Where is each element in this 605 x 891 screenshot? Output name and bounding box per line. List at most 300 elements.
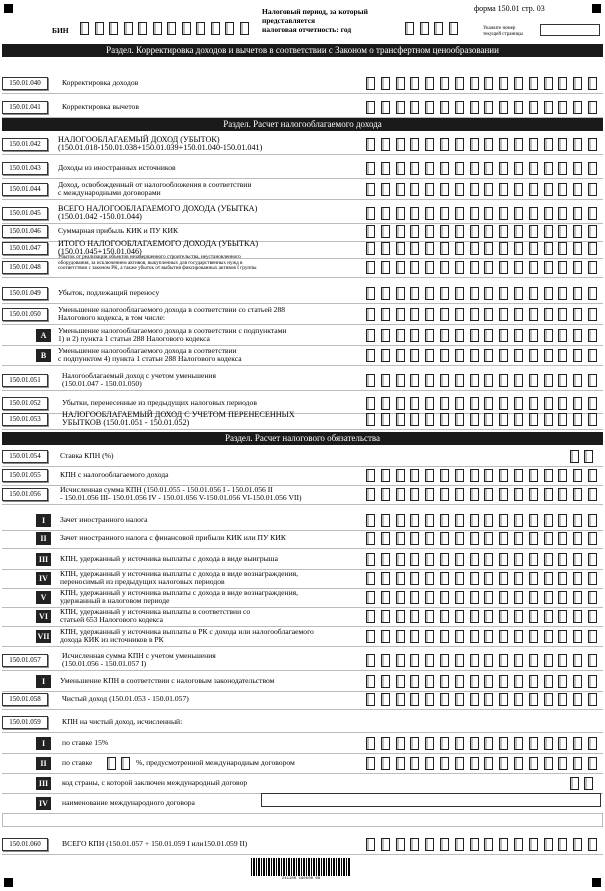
digit-cell[interactable]: [544, 514, 553, 527]
digit-cell[interactable]: [396, 261, 405, 274]
digit-cell[interactable]: [425, 329, 434, 342]
digit-cell[interactable]: [455, 532, 464, 545]
digit-cell[interactable]: [514, 207, 523, 220]
digit-cell[interactable]: [440, 225, 449, 238]
digit-cell[interactable]: [573, 757, 582, 770]
year-digit-cell[interactable]: [434, 22, 443, 35]
digit-cell[interactable]: [425, 374, 434, 387]
digit-cell[interactable]: [499, 287, 508, 300]
digit-cell[interactable]: [514, 469, 523, 482]
digit-cell[interactable]: [499, 242, 508, 255]
digit-cell[interactable]: [366, 553, 375, 566]
digit-cell[interactable]: [425, 138, 434, 151]
digit-cell[interactable]: [366, 138, 375, 151]
digit-cell[interactable]: [484, 413, 493, 426]
digit-cell[interactable]: [396, 630, 405, 643]
digit-cell[interactable]: [425, 591, 434, 604]
digit-cell[interactable]: [425, 693, 434, 706]
digit-cell[interactable]: [425, 413, 434, 426]
digit-cell[interactable]: [396, 374, 405, 387]
digit-cell[interactable]: [440, 183, 449, 196]
digit-cell[interactable]: [484, 162, 493, 175]
digit-cell[interactable]: [440, 329, 449, 342]
digit-cell[interactable]: [366, 654, 375, 667]
digit-cell[interactable]: [425, 308, 434, 321]
digit-cell[interactable]: [425, 757, 434, 770]
digit-cell[interactable]: [558, 308, 567, 321]
digit-cell[interactable]: [470, 757, 479, 770]
digit-cell[interactable]: [558, 225, 567, 238]
digit-cell[interactable]: [381, 838, 390, 851]
digit-cell[interactable]: [470, 261, 479, 274]
digit-cell[interactable]: [558, 675, 567, 688]
digit-cell[interactable]: [410, 610, 419, 623]
digit-cell[interactable]: [425, 349, 434, 362]
digit-cell[interactable]: [529, 138, 538, 151]
digit-cell[interactable]: [425, 532, 434, 545]
digit-cell[interactable]: [455, 757, 464, 770]
digit-cell[interactable]: [484, 693, 493, 706]
digit-cell[interactable]: [573, 413, 582, 426]
digit-cell[interactable]: [484, 514, 493, 527]
digit-cell[interactable]: [470, 242, 479, 255]
digit-cell[interactable]: [381, 553, 390, 566]
digit-cell[interactable]: [529, 610, 538, 623]
digit-cell[interactable]: [455, 572, 464, 585]
digit-cell[interactable]: [440, 308, 449, 321]
digit-cell[interactable]: [499, 514, 508, 527]
digit-cell[interactable]: [381, 162, 390, 175]
digit-cell[interactable]: [514, 374, 523, 387]
digit-cell[interactable]: [588, 287, 597, 300]
digit-cell[interactable]: [544, 162, 553, 175]
digit-cell[interactable]: [455, 514, 464, 527]
digit-cell[interactable]: [529, 532, 538, 545]
digit-cell[interactable]: [529, 572, 538, 585]
digit-cell[interactable]: [410, 488, 419, 501]
digit-cell[interactable]: [455, 693, 464, 706]
digit-cell[interactable]: [484, 207, 493, 220]
digit-cell[interactable]: [455, 654, 464, 667]
digit-cell[interactable]: [425, 514, 434, 527]
digit-cell[interactable]: [484, 757, 493, 770]
digit-cell[interactable]: [381, 737, 390, 750]
digit-cell[interactable]: [529, 488, 538, 501]
digit-cell[interactable]: [573, 77, 582, 90]
digit-cell[interactable]: [558, 572, 567, 585]
digit-cell[interactable]: [455, 675, 464, 688]
digit-cell[interactable]: [366, 532, 375, 545]
digit-cell[interactable]: [514, 162, 523, 175]
digit-cell[interactable]: [396, 225, 405, 238]
digit-cell[interactable]: [121, 757, 130, 770]
digit-cell[interactable]: [499, 488, 508, 501]
digit-cell[interactable]: [366, 308, 375, 321]
digit-cell[interactable]: [529, 469, 538, 482]
digit-cell[interactable]: [470, 514, 479, 527]
digit-cell[interactable]: [484, 591, 493, 604]
digit-cell[interactable]: [499, 374, 508, 387]
digit-cell[interactable]: [514, 225, 523, 238]
digit-cell[interactable]: [544, 693, 553, 706]
digit-cell[interactable]: [410, 287, 419, 300]
digit-cell[interactable]: [544, 469, 553, 482]
digit-cell[interactable]: [499, 630, 508, 643]
digit-cell[interactable]: [470, 225, 479, 238]
digit-cell[interactable]: [558, 183, 567, 196]
digit-cell[interactable]: [484, 349, 493, 362]
digit-cell[interactable]: [588, 469, 597, 482]
digit-cell[interactable]: [544, 329, 553, 342]
digit-cell[interactable]: [484, 183, 493, 196]
digit-cell[interactable]: [366, 242, 375, 255]
digit-cell[interactable]: [588, 553, 597, 566]
digit-cell[interactable]: [544, 488, 553, 501]
digit-cell[interactable]: [544, 138, 553, 151]
digit-cell[interactable]: [425, 397, 434, 410]
digit-cell[interactable]: [544, 242, 553, 255]
digit-cell[interactable]: [425, 838, 434, 851]
digit-cell[interactable]: [425, 287, 434, 300]
digit-cell[interactable]: [529, 329, 538, 342]
digit-cell[interactable]: [499, 572, 508, 585]
digit-cell[interactable]: [573, 488, 582, 501]
digit-cell[interactable]: [470, 572, 479, 585]
digit-cell[interactable]: [558, 488, 567, 501]
digit-cell[interactable]: [573, 737, 582, 750]
digit-cell[interactable]: [396, 413, 405, 426]
digit-cell[interactable]: [455, 737, 464, 750]
digit-cell[interactable]: [499, 654, 508, 667]
digit-cell[interactable]: [499, 675, 508, 688]
digit-cell[interactable]: [381, 488, 390, 501]
digit-cell[interactable]: [544, 77, 553, 90]
digit-cell[interactable]: [440, 77, 449, 90]
digit-cell[interactable]: [484, 77, 493, 90]
digit-cell[interactable]: [529, 514, 538, 527]
digit-cell[interactable]: [440, 757, 449, 770]
digit-cell[interactable]: [544, 553, 553, 566]
digit-cell[interactable]: [410, 737, 419, 750]
digit-cell[interactable]: [440, 287, 449, 300]
digit-cell[interactable]: [544, 838, 553, 851]
digit-cell[interactable]: [410, 630, 419, 643]
digit-cell[interactable]: [573, 183, 582, 196]
digit-cell[interactable]: [396, 308, 405, 321]
digit-cell[interactable]: [396, 654, 405, 667]
digit-cell[interactable]: [484, 572, 493, 585]
digit-cell[interactable]: [440, 591, 449, 604]
digit-cell[interactable]: [396, 514, 405, 527]
digit-cell[interactable]: [544, 532, 553, 545]
digit-cell[interactable]: [544, 261, 553, 274]
bin-digit-cell[interactable]: [225, 22, 234, 35]
digit-cell[interactable]: [558, 101, 567, 114]
digit-cell[interactable]: [588, 101, 597, 114]
digit-cell[interactable]: [588, 242, 597, 255]
digit-cell[interactable]: [470, 183, 479, 196]
digit-cell[interactable]: [425, 610, 434, 623]
digit-cell[interactable]: [558, 610, 567, 623]
digit-cell[interactable]: [573, 838, 582, 851]
digit-cell[interactable]: [396, 162, 405, 175]
digit-cell[interactable]: [558, 654, 567, 667]
digit-cell[interactable]: [544, 349, 553, 362]
digit-cell[interactable]: [573, 572, 582, 585]
digit-cell[interactable]: [396, 183, 405, 196]
digit-cell[interactable]: [588, 308, 597, 321]
digit-cell[interactable]: [484, 838, 493, 851]
digit-cell[interactable]: [484, 610, 493, 623]
digit-cell[interactable]: [410, 469, 419, 482]
digit-cell[interactable]: [573, 591, 582, 604]
digit-cell[interactable]: [529, 413, 538, 426]
digit-cell[interactable]: [381, 397, 390, 410]
digit-cell[interactable]: [381, 654, 390, 667]
digit-cell[interactable]: [381, 693, 390, 706]
digit-cell[interactable]: [455, 77, 464, 90]
digit-cell[interactable]: [588, 413, 597, 426]
digit-cell[interactable]: [514, 610, 523, 623]
digit-cell[interactable]: [425, 737, 434, 750]
digit-cell[interactable]: [558, 162, 567, 175]
digit-cell[interactable]: [499, 757, 508, 770]
digit-cell[interactable]: [410, 838, 419, 851]
digit-cell[interactable]: [499, 308, 508, 321]
digit-cell[interactable]: [410, 397, 419, 410]
digit-cell[interactable]: [514, 553, 523, 566]
bin-digit-cell[interactable]: [211, 22, 220, 35]
digit-cell[interactable]: [544, 757, 553, 770]
digit-cell[interactable]: [425, 572, 434, 585]
digit-cell[interactable]: [440, 838, 449, 851]
year-digit-cell[interactable]: [405, 22, 414, 35]
digit-cell[interactable]: [558, 329, 567, 342]
digit-cell[interactable]: [573, 469, 582, 482]
digit-cell[interactable]: [470, 838, 479, 851]
digit-cell[interactable]: [588, 532, 597, 545]
digit-cell[interactable]: [381, 242, 390, 255]
digit-cell[interactable]: [410, 183, 419, 196]
digit-cell[interactable]: [366, 630, 375, 643]
digit-cell[interactable]: [588, 183, 597, 196]
digit-cell[interactable]: [381, 675, 390, 688]
digit-cell[interactable]: [470, 675, 479, 688]
digit-cell[interactable]: [558, 77, 567, 90]
digit-cell[interactable]: [544, 572, 553, 585]
digit-cell[interactable]: [455, 553, 464, 566]
digit-cell[interactable]: [366, 488, 375, 501]
digit-cell[interactable]: [544, 374, 553, 387]
digit-cell[interactable]: [410, 553, 419, 566]
digit-cell[interactable]: [366, 374, 375, 387]
digit-cell[interactable]: [455, 308, 464, 321]
digit-cell[interactable]: [470, 553, 479, 566]
digit-cell[interactable]: [366, 225, 375, 238]
digit-cell[interactable]: [470, 287, 479, 300]
digit-cell[interactable]: [440, 138, 449, 151]
digit-cell[interactable]: [455, 349, 464, 362]
digit-cell[interactable]: [484, 737, 493, 750]
digit-cell[interactable]: [410, 329, 419, 342]
digit-cell[interactable]: [573, 225, 582, 238]
digit-cell[interactable]: [484, 532, 493, 545]
digit-cell[interactable]: [396, 572, 405, 585]
digit-cell[interactable]: [470, 630, 479, 643]
digit-cell[interactable]: [588, 572, 597, 585]
digit-cell[interactable]: [410, 374, 419, 387]
digit-cell[interactable]: [529, 630, 538, 643]
digit-cell[interactable]: [396, 610, 405, 623]
digit-cell[interactable]: [381, 413, 390, 426]
digit-cell[interactable]: [588, 488, 597, 501]
digit-cell[interactable]: [514, 397, 523, 410]
digit-cell[interactable]: [499, 261, 508, 274]
digit-cell[interactable]: [514, 183, 523, 196]
digit-cell[interactable]: [558, 514, 567, 527]
digit-cell[interactable]: [455, 413, 464, 426]
digit-cell[interactable]: [470, 101, 479, 114]
digit-cell[interactable]: [499, 532, 508, 545]
digit-cell[interactable]: [584, 777, 593, 790]
digit-cell[interactable]: [440, 397, 449, 410]
digit-cell[interactable]: [573, 329, 582, 342]
digit-cell[interactable]: [558, 374, 567, 387]
digit-cell[interactable]: [470, 329, 479, 342]
digit-cell[interactable]: [425, 630, 434, 643]
digit-cell[interactable]: [514, 532, 523, 545]
digit-cell[interactable]: [499, 162, 508, 175]
digit-cell[interactable]: [396, 737, 405, 750]
digit-cell[interactable]: [440, 514, 449, 527]
digit-cell[interactable]: [544, 101, 553, 114]
digit-cell[interactable]: [588, 207, 597, 220]
digit-cell[interactable]: [558, 693, 567, 706]
digit-cell[interactable]: [470, 737, 479, 750]
digit-cell[interactable]: [366, 693, 375, 706]
digit-cell[interactable]: [440, 572, 449, 585]
digit-cell[interactable]: [381, 374, 390, 387]
digit-cell[interactable]: [558, 630, 567, 643]
digit-cell[interactable]: [558, 287, 567, 300]
digit-cell[interactable]: [470, 532, 479, 545]
digit-cell[interactable]: [558, 553, 567, 566]
digit-cell[interactable]: [558, 838, 567, 851]
digit-cell[interactable]: [440, 349, 449, 362]
digit-cell[interactable]: [573, 207, 582, 220]
digit-cell[interactable]: [558, 242, 567, 255]
digit-cell[interactable]: [544, 654, 553, 667]
digit-cell[interactable]: [514, 693, 523, 706]
digit-cell[interactable]: [470, 308, 479, 321]
digit-cell[interactable]: [440, 374, 449, 387]
digit-cell[interactable]: [529, 397, 538, 410]
bin-digit-cell[interactable]: [80, 22, 89, 35]
digit-cell[interactable]: [588, 374, 597, 387]
digit-cell[interactable]: [484, 242, 493, 255]
digit-cell[interactable]: [573, 349, 582, 362]
digit-cell[interactable]: [366, 610, 375, 623]
digit-cell[interactable]: [381, 757, 390, 770]
digit-cell[interactable]: [573, 630, 582, 643]
digit-cell[interactable]: [588, 757, 597, 770]
digit-cell[interactable]: [499, 737, 508, 750]
digit-cell[interactable]: [366, 261, 375, 274]
digit-cell[interactable]: [381, 138, 390, 151]
digit-cell[interactable]: [499, 138, 508, 151]
digit-cell[interactable]: [455, 374, 464, 387]
digit-cell[interactable]: [529, 737, 538, 750]
digit-cell[interactable]: [573, 138, 582, 151]
digit-cell[interactable]: [588, 162, 597, 175]
digit-cell[interactable]: [573, 654, 582, 667]
digit-cell[interactable]: [381, 329, 390, 342]
digit-cell[interactable]: [544, 630, 553, 643]
digit-cell[interactable]: [381, 514, 390, 527]
bin-digit-cell[interactable]: [196, 22, 205, 35]
digit-cell[interactable]: [470, 469, 479, 482]
digit-cell[interactable]: [425, 261, 434, 274]
digit-cell[interactable]: [440, 693, 449, 706]
digit-cell[interactable]: [455, 101, 464, 114]
digit-cell[interactable]: [499, 101, 508, 114]
digit-cell[interactable]: [588, 654, 597, 667]
bin-digit-cell[interactable]: [109, 22, 118, 35]
digit-cell[interactable]: [455, 591, 464, 604]
digit-cell[interactable]: [499, 329, 508, 342]
digit-cell[interactable]: [425, 207, 434, 220]
digit-cell[interactable]: [381, 308, 390, 321]
digit-cell[interactable]: [440, 162, 449, 175]
digit-cell[interactable]: [440, 469, 449, 482]
digit-cell[interactable]: [440, 630, 449, 643]
digit-cell[interactable]: [470, 207, 479, 220]
digit-cell[interactable]: [425, 488, 434, 501]
page-number-field[interactable]: [540, 24, 600, 36]
digit-cell[interactable]: [455, 329, 464, 342]
digit-cell[interactable]: [484, 488, 493, 501]
digit-cell[interactable]: [396, 138, 405, 151]
digit-cell[interactable]: [381, 469, 390, 482]
digit-cell[interactable]: [440, 207, 449, 220]
digit-cell[interactable]: [410, 532, 419, 545]
digit-cell[interactable]: [558, 138, 567, 151]
digit-cell[interactable]: [499, 349, 508, 362]
digit-cell[interactable]: [544, 591, 553, 604]
digit-cell[interactable]: [514, 287, 523, 300]
digit-cell[interactable]: [381, 610, 390, 623]
digit-cell[interactable]: [425, 101, 434, 114]
digit-cell[interactable]: [396, 469, 405, 482]
digit-cell[interactable]: [544, 675, 553, 688]
digit-cell[interactable]: [455, 397, 464, 410]
bin-digit-cell[interactable]: [182, 22, 191, 35]
digit-cell[interactable]: [484, 225, 493, 238]
digit-cell[interactable]: [410, 101, 419, 114]
digit-cell[interactable]: [410, 591, 419, 604]
digit-cell[interactable]: [573, 693, 582, 706]
digit-cell[interactable]: [499, 553, 508, 566]
digit-cell[interactable]: [499, 77, 508, 90]
bin-digit-cell[interactable]: [240, 22, 249, 35]
digit-cell[interactable]: [529, 591, 538, 604]
digit-cell[interactable]: [410, 308, 419, 321]
digit-cell[interactable]: [514, 737, 523, 750]
digit-cell[interactable]: [381, 261, 390, 274]
year-digit-cell[interactable]: [449, 22, 458, 35]
digit-cell[interactable]: [366, 183, 375, 196]
digit-cell[interactable]: [425, 675, 434, 688]
